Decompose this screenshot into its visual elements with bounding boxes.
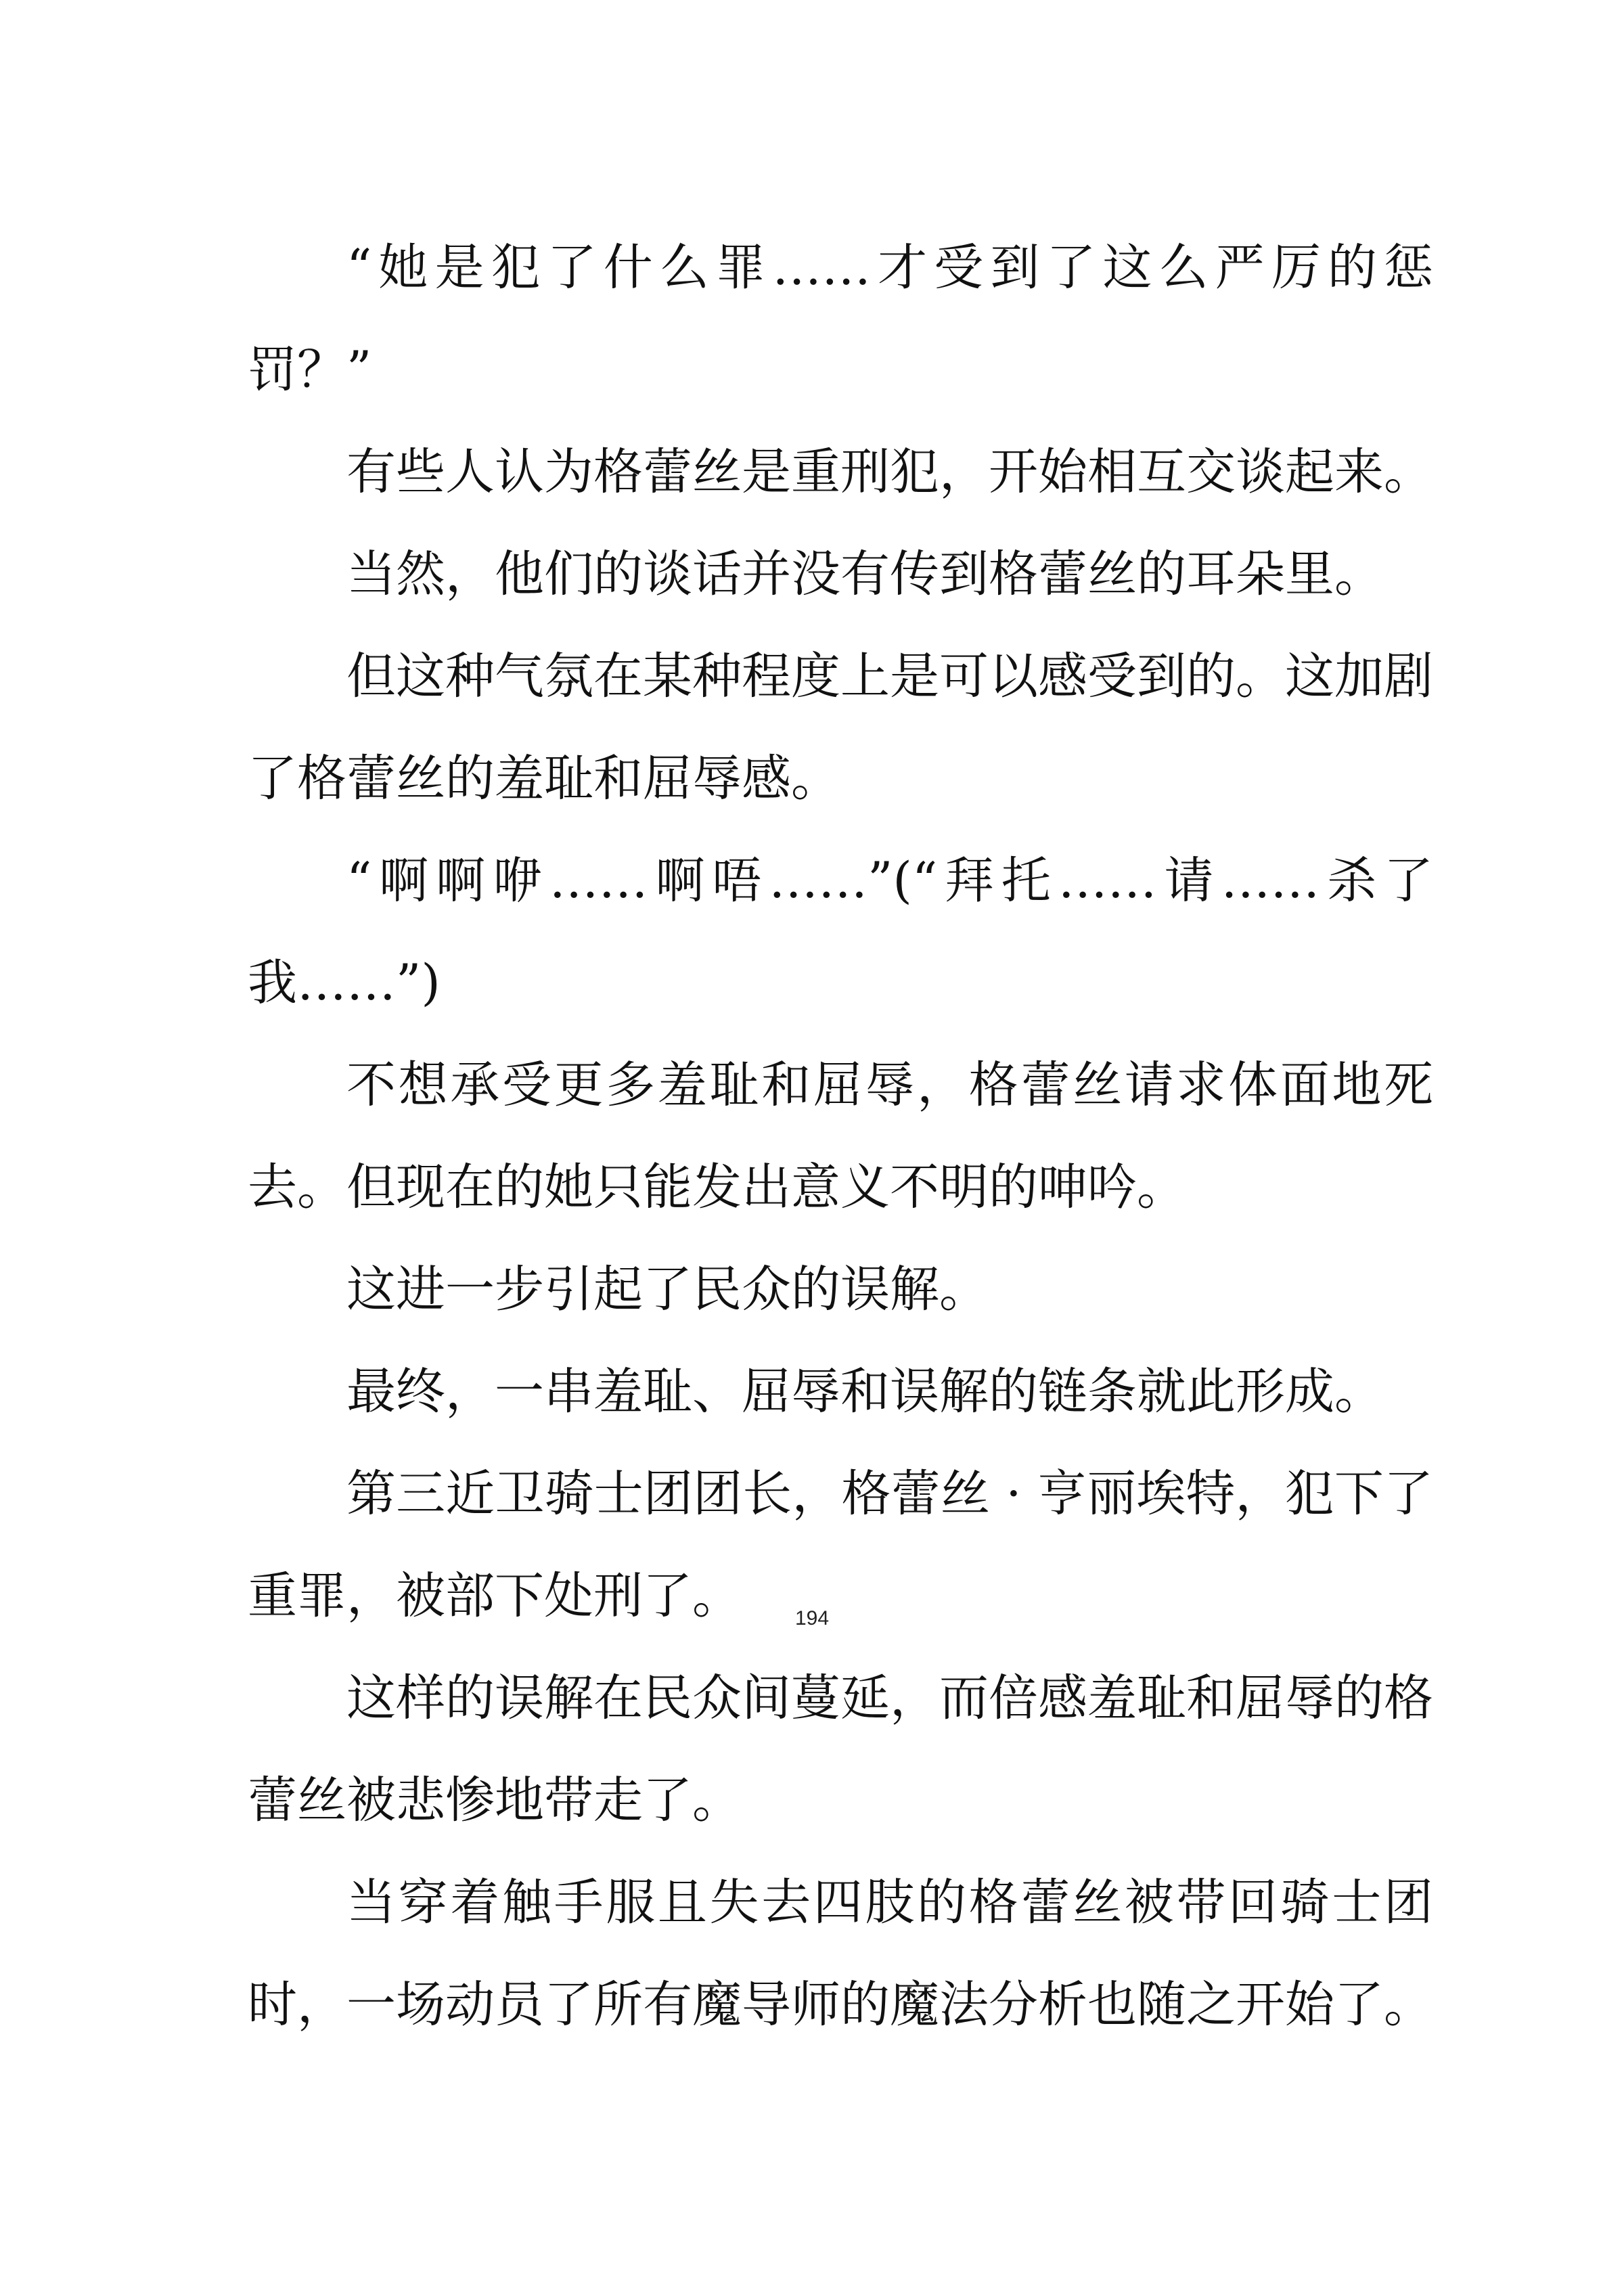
- page-number: 194: [794, 1607, 830, 1629]
- paragraph-4: 但这种气氛在某种程度上是可以感受到的。这加剧了格蕾丝的羞耻和屈辱感。: [248, 648, 1433, 807]
- paragraph-11: 当穿着触手服且失去四肢的格蕾丝被带回骑士团时，一场动员了所有魔导师的魔法分析也随之开始了。: [248, 1874, 1433, 2033]
- paragraph-8: 最终，一串羞耻、屈辱和误解的链条就此形成。: [346, 1363, 1384, 1420]
- paragraph-6: 不想承受更多羞耻和屈辱，格蕾丝请求体面地死去。但现在的她只能发出意义不明的呻吟。: [248, 1056, 1433, 1216]
- paragraph-9: 第三近卫骑士团团长，格蕾丝 · 亨丽埃特，犯下了重罪，被部下处刑了。: [248, 1465, 1433, 1625]
- paragraph-3: 当然，他们的谈话并没有传到格蕾丝的耳朵里。: [346, 545, 1384, 603]
- paragraph-10: 这样的误解在民众间蔓延，而倍感羞耻和屈辱的格蕾丝被悲惨地带走了。: [248, 1669, 1433, 1829]
- paragraph-2: 有些人认为格蕾丝是重刑犯，开始相互交谈起来。: [346, 443, 1433, 501]
- paragraph-1: “她是犯了什么罪……才受到了这么严厉的惩罚？”: [248, 239, 1433, 399]
- body-text: [248, 217, 1433, 2056]
- paragraph-7: 这进一步引起了民众的误解。: [346, 1261, 989, 1318]
- paragraph-5: “啊啊咿……啊唔……”(“拜托……请……杀了我……”): [248, 852, 1433, 1012]
